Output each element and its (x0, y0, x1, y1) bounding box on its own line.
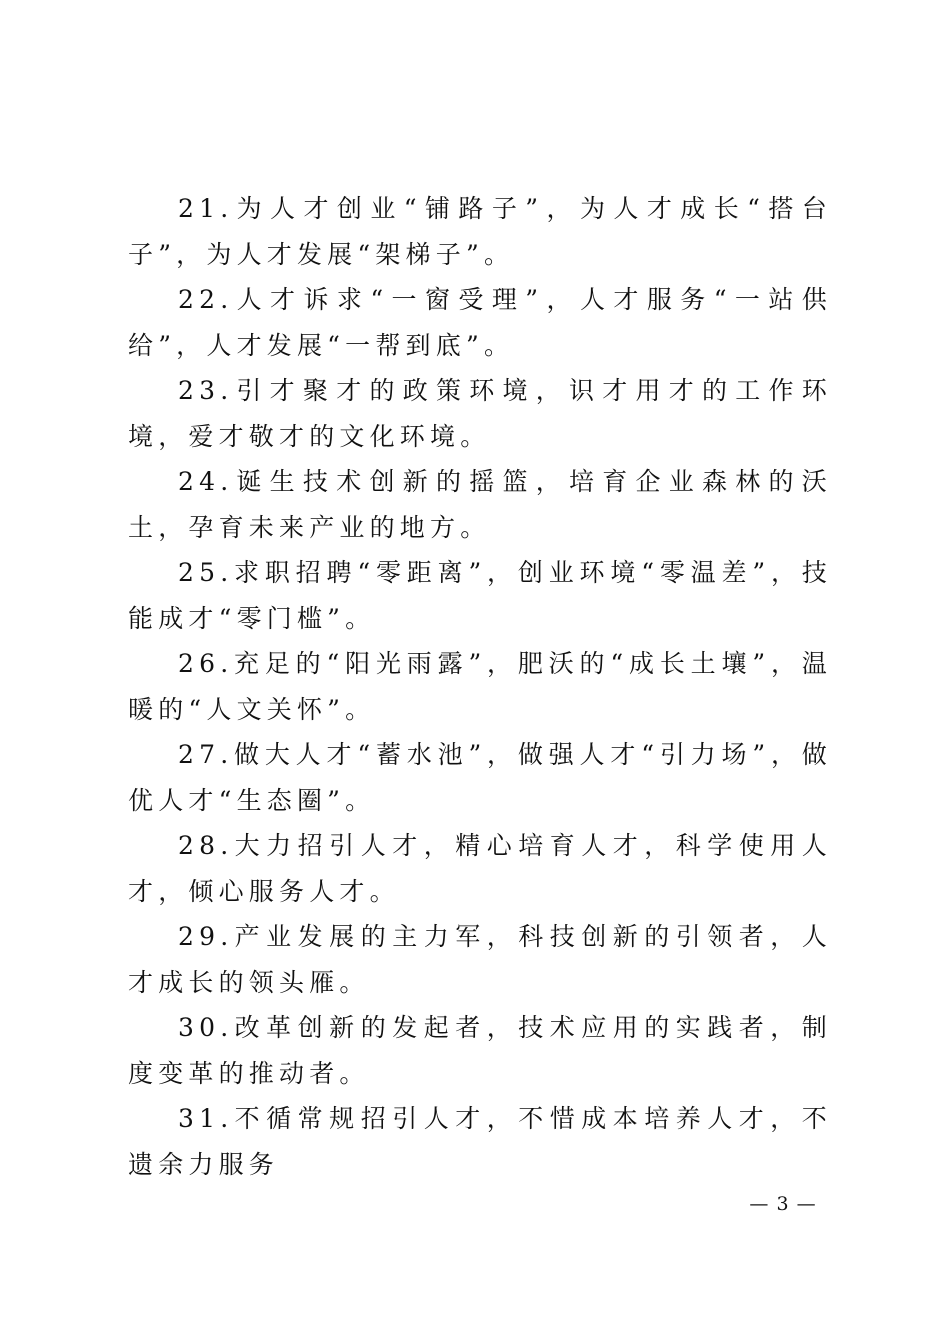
list-item: 22.人才诉求“一窗受理”，人才服务“一站供给”，人才发展“一帮到底”。 (128, 285, 832, 360)
list-item: 26.充足的“阳光雨露”，肥沃的“成长土壤”，温暖的“人文关怀”。 (128, 649, 832, 724)
list-item: 28.大力招引人才，精心培育人才，科学使用人才，倾心服务人才。 (128, 831, 832, 906)
list-item: 30.改革创新的发起者，技术应用的实践者，制度变革的推动者。 (128, 1013, 832, 1088)
list-item: 31.不循常规招引人才，不惜成本培养人才，不遗余力服务 (128, 1104, 832, 1179)
list-item: 27.做大人才“蓄水池”，做强人才“引力场”，做优人才“生态圈”。 (128, 740, 832, 815)
list-item: 21.为人才创业“铺路子”，为人才成长“搭台子”，为人才发展“架梯子”。 (128, 194, 832, 269)
document-body (128, 186, 832, 1187)
page-number: — 3 — (749, 1193, 817, 1215)
list-item: 25.求职招聘“零距离”，创业环境“零温差”，技能成才“零门槛”。 (128, 558, 832, 633)
list-item: 24.诞生技术创新的摇篮，培育企业森林的沃土，孕育未来产业的地方。 (128, 467, 832, 542)
list-item: 29.产业发展的主力军，科技创新的引领者，人才成长的领头雁。 (128, 922, 832, 997)
list-item: 23.引才聚才的政策环境，识才用才的工作环境，爱才敬才的文化环境。 (128, 376, 832, 451)
